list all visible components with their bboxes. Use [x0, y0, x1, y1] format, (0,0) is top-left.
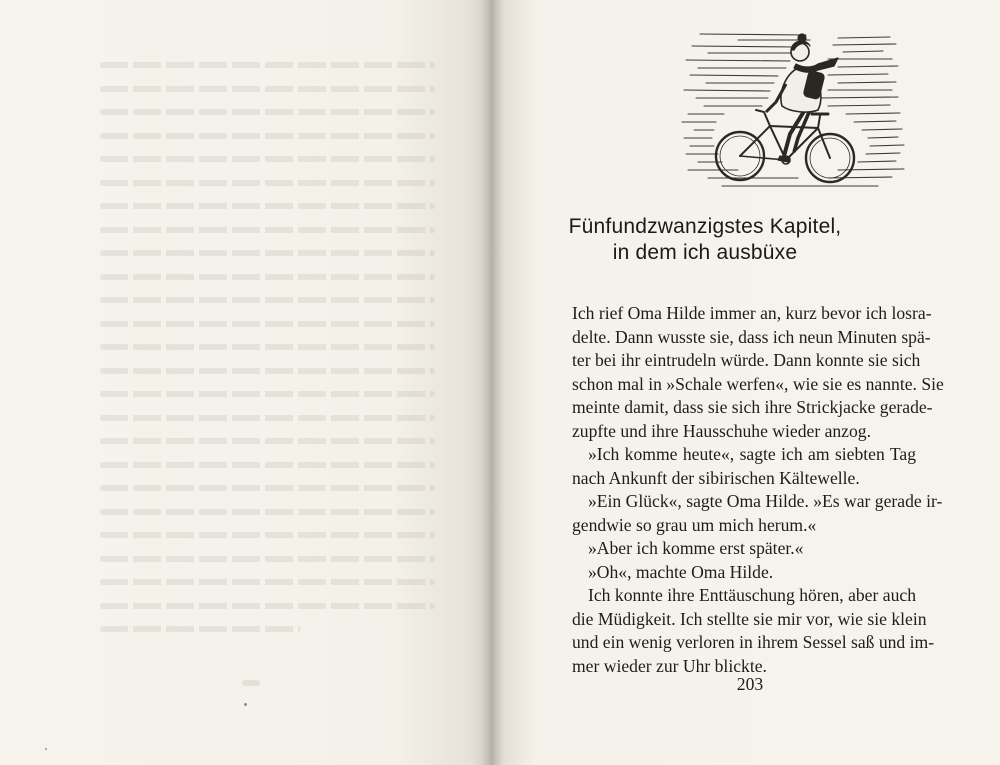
text-line: »Oh«, machte Oma Hilde. — [588, 561, 774, 582]
show-through-line — [100, 321, 435, 327]
chapter-body-text — [572, 302, 944, 678]
text-line: ter bei ihr eintrudeln würde. Dann konnte sie sich — [572, 350, 921, 370]
show-through-line — [100, 579, 435, 585]
text-line: schon mal in »Schale werfen«, wie sie es nannte. Sie — [572, 373, 944, 394]
show-through-line — [100, 391, 435, 397]
text-line: nach Ankunft der sibirischen Kältewelle. — [572, 467, 860, 488]
text-line: »Ich komme heute«, sagte ich am siebten Tag — [588, 444, 916, 464]
show-through-line — [100, 626, 301, 632]
chapter-title — [560, 214, 850, 266]
left-page — [0, 0, 490, 765]
show-through-line — [100, 297, 435, 303]
show-through-line — [100, 368, 435, 374]
text-line: meinte damit, dass sie sich ihre Strickjacke gerade- — [572, 397, 933, 417]
girl-on-bicycle-icon — [678, 28, 906, 196]
show-through-text — [100, 62, 435, 650]
show-through-line — [100, 86, 435, 92]
text-line: delte. Dann wusste sie, dass ich neun Minuten spä- — [572, 326, 931, 347]
paper-speck — [45, 748, 47, 750]
show-through-line — [100, 344, 435, 350]
show-through-line — [100, 509, 435, 515]
text-line: »Ein Glück«, sagte Oma Hilde. »Es war gerade ir- — [588, 491, 943, 511]
show-through-line — [100, 485, 435, 491]
show-through-page-number — [242, 680, 260, 686]
show-through-line — [100, 250, 435, 256]
show-through-line — [100, 133, 435, 139]
show-through-line — [100, 180, 435, 186]
show-through-line — [100, 415, 435, 421]
paper-speck — [244, 703, 247, 706]
show-through-line — [100, 109, 435, 115]
chapter-title-line-2: in dem ich ausbüxe — [612, 241, 798, 264]
show-through-line — [100, 462, 435, 468]
show-through-line — [100, 603, 435, 609]
text-line: Ich rief Oma Hilde immer an, kurz bevor ich losra- — [572, 303, 932, 323]
show-through-line — [100, 156, 435, 162]
show-through-line — [100, 556, 435, 562]
show-through-line — [100, 203, 435, 209]
show-through-line — [100, 532, 435, 538]
text-line: zupfte und ihre Hausschuhe wieder anzog. — [572, 420, 871, 441]
text-line: mer wieder zur Uhr blickte. — [572, 655, 767, 676]
chapter-title-line-1: Fünfundzwanzigstes Kapitel, — [568, 215, 842, 238]
show-through-line — [100, 227, 435, 233]
book-gutter — [482, 0, 502, 765]
show-through-line — [100, 62, 435, 68]
text-line: gendwie so grau um mich herum.« — [572, 514, 817, 535]
text-line: »Aber ich komme erst später.« — [588, 538, 804, 558]
text-line: die Müdigkeit. Ich stellte sie mir vor, wie sie klein — [572, 608, 927, 629]
page-number: 203 — [736, 674, 764, 694]
show-through-line — [100, 274, 435, 280]
text-line: und ein wenig verloren in ihrem Sessel saß und im- — [572, 632, 935, 652]
text-line: Ich konnte ihre Enttäuschung hören, aber auch — [588, 585, 916, 605]
show-through-line — [100, 438, 435, 444]
